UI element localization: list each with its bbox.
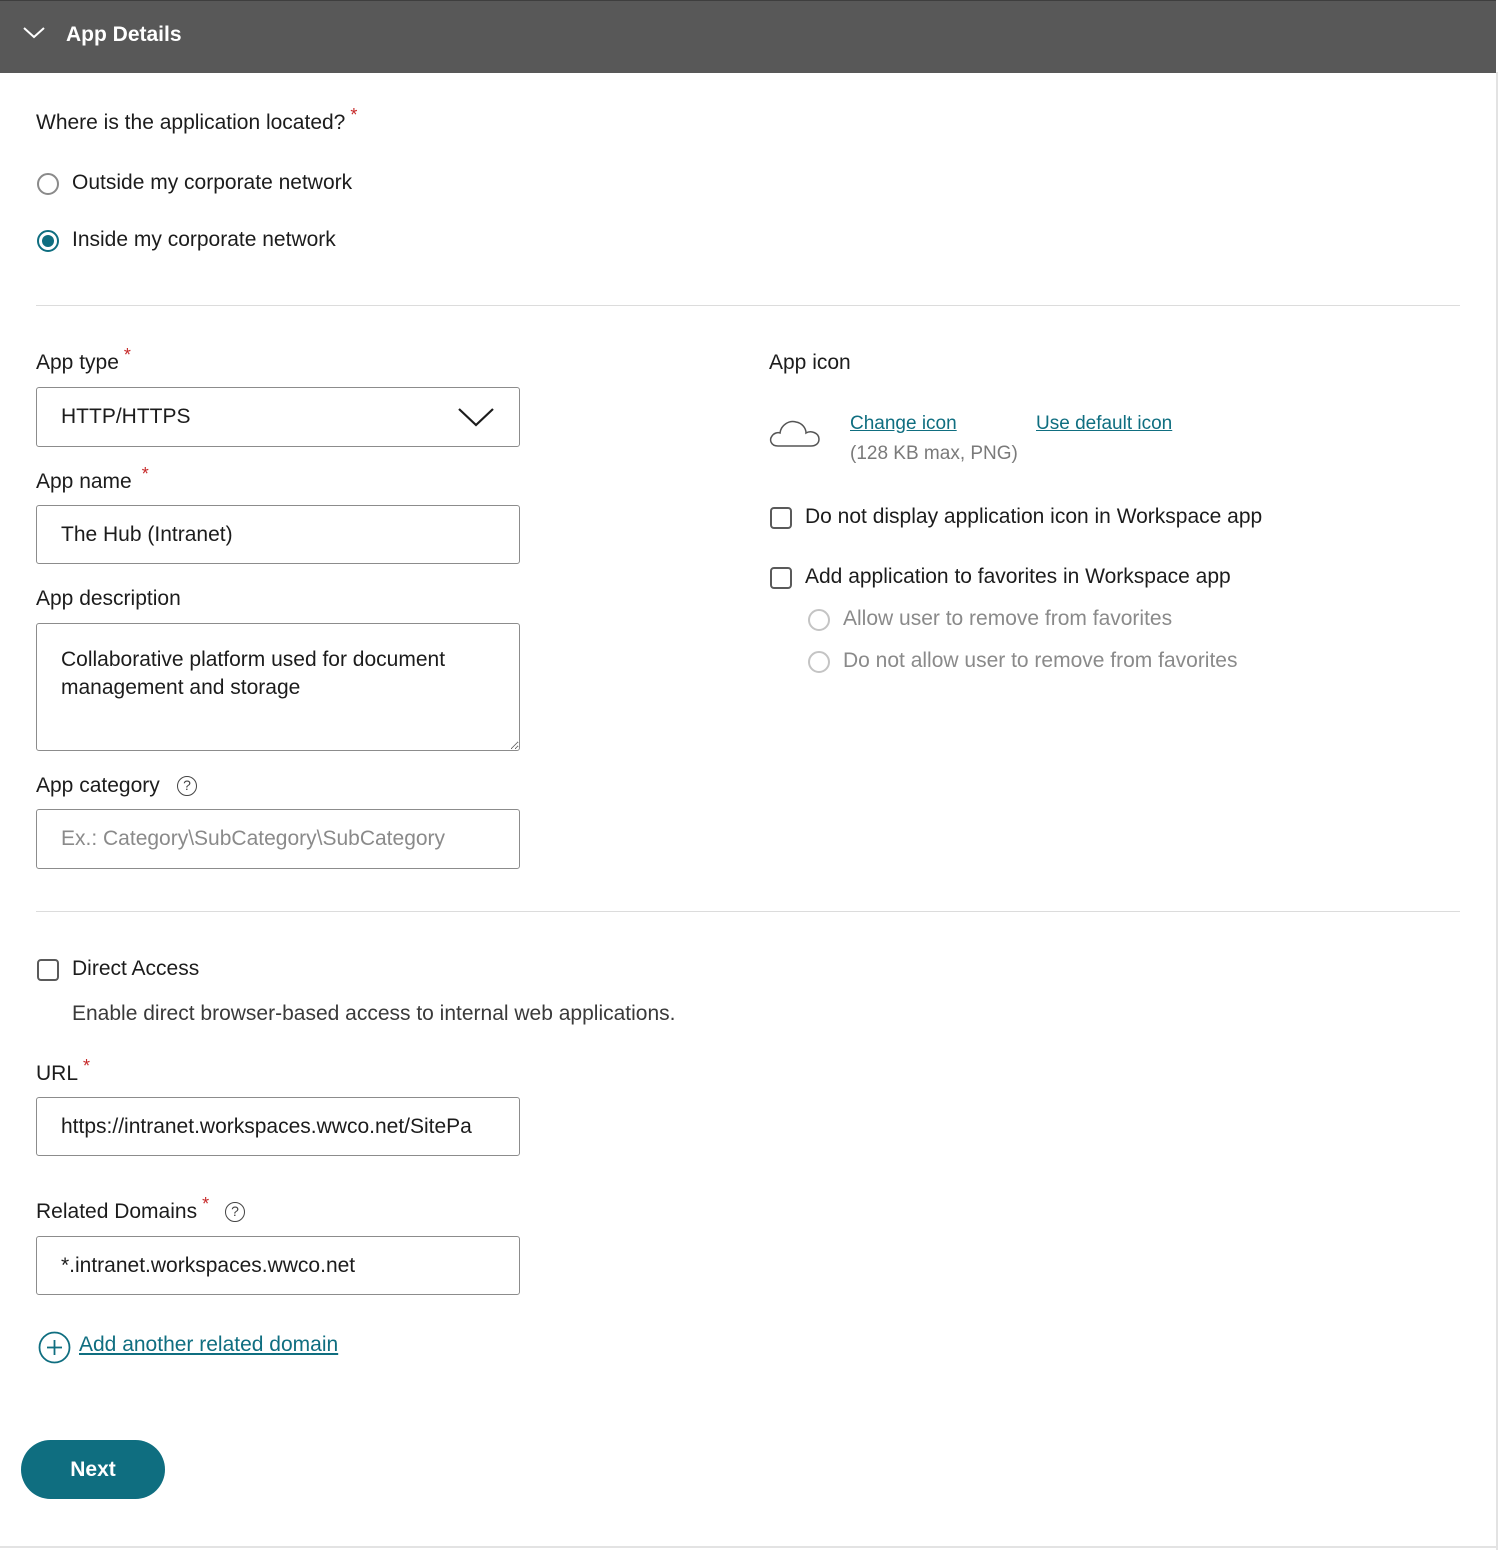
radio-disallow-remove[interactable] [808, 651, 830, 673]
radio-outside-network[interactable] [37, 173, 59, 195]
chevron-down-icon[interactable] [22, 25, 46, 41]
app-description-textarea[interactable] [36, 623, 520, 751]
change-icon-link[interactable]: Change icon [850, 413, 957, 434]
app-name-label-text: App name [36, 470, 132, 493]
chevron-down-icon [457, 406, 495, 428]
url-label [36, 1056, 91, 1086]
required-marker: * [202, 1194, 210, 1214]
app-type-label-text: App type [36, 351, 119, 374]
required-marker: * [83, 1056, 91, 1076]
location-question-text: Where is the application located? [36, 111, 346, 134]
next-button[interactable]: Next [21, 1440, 165, 1499]
app-type-label [36, 345, 131, 375]
hide-icon-label[interactable]: Do not display application icon in Workspace app [805, 505, 1263, 528]
required-marker: * [123, 345, 131, 365]
url-input[interactable] [36, 1097, 520, 1156]
radio-outside-network-label[interactable]: Outside my corporate network [72, 171, 353, 194]
plus-circle-icon[interactable] [38, 1331, 71, 1364]
direct-access-label[interactable]: Direct Access [72, 957, 200, 980]
radio-allow-remove-label[interactable]: Allow user to remove from favorites [843, 607, 1173, 630]
related-domains-label-text: Related Domains [36, 1200, 198, 1223]
add-related-domain-link[interactable]: Add another related domain [79, 1333, 339, 1356]
direct-access-description: Enable direct browser-based access to internal web applications. [72, 1002, 676, 1025]
radio-inside-network-label[interactable]: Inside my corporate network [72, 228, 336, 251]
add-favorites-checkbox[interactable] [770, 567, 792, 589]
add-favorites-label[interactable]: Add application to favorites in Workspace app [805, 565, 1231, 588]
icon-size-hint: (128 KB max, PNG) [850, 443, 1018, 464]
section-title: App Details [66, 23, 182, 46]
section-header[interactable] [0, 0, 1496, 73]
hide-icon-checkbox[interactable] [770, 507, 792, 529]
help-icon[interactable]: ? [177, 776, 197, 796]
app-type-value: HTTP/HTTPS [61, 405, 191, 428]
divider [36, 911, 1460, 912]
frame-edge-bottom [0, 1546, 1496, 1548]
app-category-input[interactable] [36, 809, 520, 869]
app-name-label [36, 464, 149, 494]
required-marker: * [141, 464, 149, 484]
use-default-icon-link[interactable]: Use default icon [1036, 413, 1173, 434]
direct-access-checkbox[interactable] [37, 959, 59, 981]
app-name-input[interactable] [36, 505, 520, 564]
radio-inside-network[interactable] [37, 230, 59, 252]
required-marker: * [350, 105, 358, 125]
help-icon[interactable]: ? [225, 1202, 245, 1222]
related-domain-input[interactable] [36, 1236, 520, 1295]
app-type-select[interactable] [36, 387, 520, 447]
related-domains-label [36, 1194, 210, 1224]
app-description-label: App description [36, 587, 181, 610]
app-category-label: App category [36, 774, 160, 797]
cloud-icon [768, 415, 822, 449]
divider [36, 305, 1460, 306]
location-question [36, 105, 358, 135]
url-label-text: URL [36, 1062, 79, 1085]
radio-allow-remove[interactable] [808, 609, 830, 631]
app-icon-label: App icon [769, 351, 851, 374]
radio-disallow-remove-label[interactable]: Do not allow user to remove from favorites [843, 649, 1238, 672]
